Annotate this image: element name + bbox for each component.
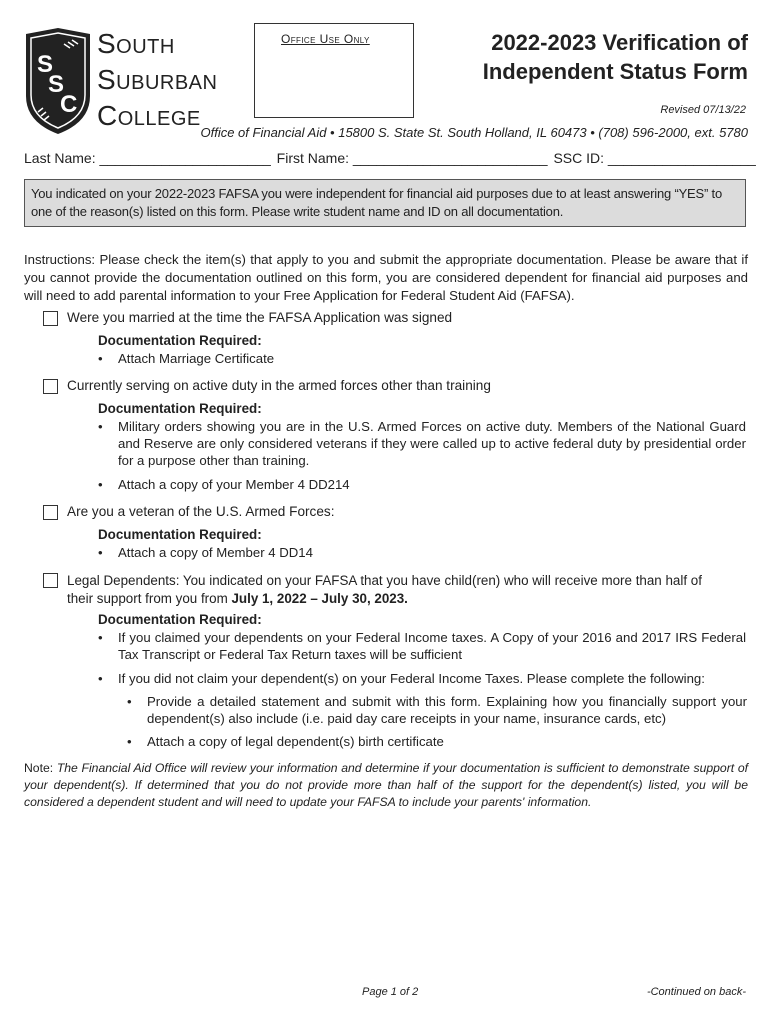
- college-name-line1: South: [97, 28, 175, 59]
- bullet-dot: •: [98, 545, 103, 560]
- item-active-duty-heading: Currently serving on active duty in the armed forces other than training: [67, 378, 491, 393]
- last-name-field[interactable]: Last Name: ______________________: [24, 150, 271, 166]
- sub-bullet-item: [127, 693, 747, 729]
- checkbox-active-duty[interactable]: [43, 379, 58, 394]
- checkbox-veteran[interactable]: [43, 505, 58, 520]
- bullet-item: [98, 670, 746, 687]
- office-use-label: Office Use Only: [281, 32, 370, 46]
- bullet-item: [98, 476, 738, 493]
- item-married-heading: Were you married at the time the FAFSA Application was signed: [67, 310, 453, 325]
- college-name: [97, 26, 217, 134]
- instructions-lead: Instructions:: [24, 252, 96, 267]
- legal-dependents-dates: July 1, 2022 – July 30, 2023.: [231, 591, 408, 606]
- sub-bullet-item: [127, 733, 747, 750]
- sub-bullet-text: Provide a detailed statement and submit with this form. Explaining how you financially support your dependent(s) also include (i.e. paid day care receipts in your name, insurance cards, etc): [147, 694, 747, 726]
- bullet-dot: •: [127, 694, 132, 709]
- note-lead: Note:: [24, 761, 54, 775]
- svg-text:S: S: [37, 51, 54, 78]
- legal-dependents-lead: Legal Dependents:: [67, 573, 180, 588]
- checkbox-married[interactable]: [43, 311, 58, 326]
- first-name-field[interactable]: First Name: _________________________: [276, 150, 548, 166]
- doc-required-label: Documentation Required:: [98, 612, 262, 627]
- svg-text:S: S: [48, 71, 65, 98]
- bullet-text: If you did not claim your dependent(s) on your Federal Income Taxes. Please complete the following:: [118, 671, 705, 686]
- notice-box: You indicated on your 2022-2023 FAFSA you were independent for financial aid purposes due to at least answering “YES” to one of the reason(s) listed on this form. Please write student name and ID on all documentation.: [24, 179, 746, 227]
- office-use-box: [254, 23, 414, 118]
- college-logo: [24, 26, 92, 136]
- item-veteran-heading: Are you a veteran of the U.S. Armed Forces:: [67, 504, 335, 519]
- office-contact-info: Office of Financial Aid • 15800 S. State St. South Holland, IL 60473 • (708) 596-2000, ext. 5780: [200, 125, 748, 140]
- shield-icon: [24, 26, 92, 136]
- form-title-line1: 2022-2023 Verification of: [491, 30, 748, 55]
- bullet-text: If you claimed your dependents on your Federal Income taxes. A Copy of your 2016 and 2017 IRS Federal Tax Transcript or Federal Tax Return taxes will be sufficient: [118, 630, 746, 662]
- form-title: [483, 28, 748, 86]
- revised-date: Revised 07/13/22: [660, 104, 746, 116]
- note: [24, 760, 748, 811]
- checkbox-legal-dependents[interactable]: [43, 573, 58, 588]
- bullet-dot: •: [98, 419, 103, 434]
- bullet-item: [98, 350, 738, 367]
- student-info-line: [24, 150, 756, 166]
- bullet-dot: •: [98, 630, 103, 645]
- doc-required-label: Documentation Required:: [98, 527, 262, 542]
- bullet-dot: •: [127, 734, 132, 749]
- instructions: [24, 251, 748, 305]
- bullet-text: Military orders showing you are in the U.S. Armed Forces on active duty. Members of the National Guard and Reserve are only considered veterans if they were called up to active federal duty by presidential order for a purpose other than training.: [118, 419, 746, 468]
- note-text: The Financial Aid Office will review your information and determine if your documentation is sufficient to demonstrate support of your dependent(s). If determined that you do not provide more than half of the support for the dependent(s) listed, you will be considered a dependent student and will need to update your FAFSA to include your parents' information.: [24, 761, 748, 809]
- ssc-id-field[interactable]: SSC ID: ___________________: [553, 150, 756, 166]
- bullet-item: [98, 418, 746, 470]
- bullet-text: Attach a copy of Member 4 DD14: [118, 545, 313, 560]
- college-name-line2: Suburban: [97, 64, 218, 95]
- sub-bullet-text: Attach a copy of legal dependent(s) birth certificate: [147, 734, 444, 749]
- doc-required-label: Documentation Required:: [98, 401, 262, 416]
- form-title-line2: Independent Status Form: [482, 59, 748, 84]
- bullet-dot: •: [98, 351, 103, 366]
- college-name-line3: College: [97, 100, 201, 131]
- bullet-item: [98, 544, 738, 561]
- item-legal-dependents-heading: [67, 572, 729, 608]
- legal-dependents-text: You indicated on your FAFSA that you have child(ren) who will receive more than half of their support from you from: [67, 573, 702, 606]
- bullet-text: Attach Marriage Certificate: [118, 351, 275, 366]
- bullet-item: [98, 629, 746, 665]
- continued-on-back: -Continued on back-: [646, 986, 746, 998]
- instructions-text: Please check the item(s) that apply to you and submit the appropriate documentation. Please be aware that if you cannot provide the documentation outlined on this form, you are considered dependent for financial aid purposes and will need to add parental information to your Free Application for Federal Student Aid (FAFSA).: [24, 252, 748, 303]
- svg-text:C: C: [60, 91, 78, 118]
- page-number: Page 1 of 2: [362, 986, 419, 998]
- bullet-text: Attach a copy of your Member 4 DD214: [118, 477, 350, 492]
- doc-required-label: Documentation Required:: [98, 333, 262, 348]
- bullet-dot: •: [98, 671, 103, 686]
- bullet-dot: •: [98, 477, 103, 492]
